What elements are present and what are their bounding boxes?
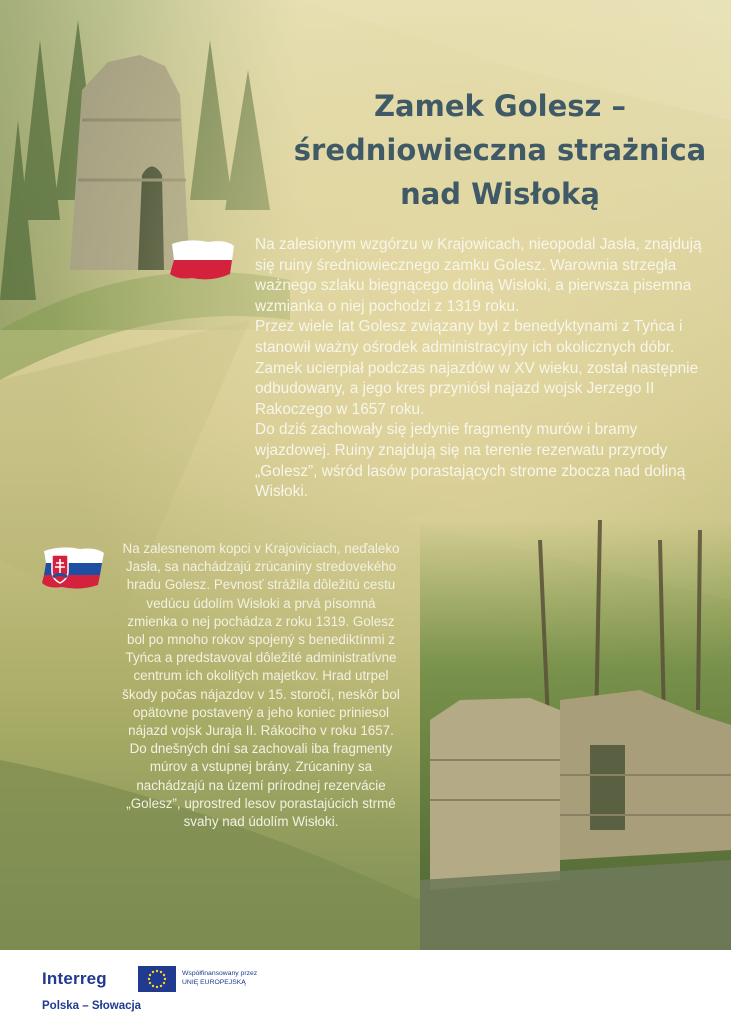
- slovak-description: Na zalesnenom kopci v Krajoviciach, neďaleko Jasła, sa nachádzajú zrúcaniny stredovekého hradu Golesz. Pevnosť strážila dôležitú cestu vedúcu údolím Wisłoki a prvá písomná zmienka o nej pochádza z roku 1319. Golesz bol po mnoho rokov spojený s benediktínmi z Tyńca a predstavoval dôležité administratívne centrum ich okolitých majetkov. Hrad utrpel škody počas nájazdov v 15. storočí, neskôr bol opätovne postavený a jeho koniec priniesol nájazd vojsk Juraja II. Rákociho v roku 1657. Do dnešných dní sa zachovali iba fragmenty múrov a vstupnej brány. Zrúcaniny sa nachádzajú na území prírodnej rezervácie „Golesz”, uprostred lesov porastajúcich strmé svahy nad údolím Wisłoki.: [122, 541, 400, 830]
- title-line-1: Zamek Golesz –: [374, 89, 626, 123]
- eu-line-2: UNIĘ EUROPEJSKĄ: [182, 979, 246, 986]
- interreg-logo: Interreg: [42, 969, 107, 988]
- eu-flag-icon: [138, 966, 176, 992]
- title-line-2: średniowieczna strażnica: [293, 133, 707, 167]
- page-title: [290, 84, 710, 216]
- flag-poland-icon: [168, 238, 236, 282]
- program-region: Polska – Słowacja: [42, 1000, 142, 1012]
- footer: [0, 950, 731, 1024]
- polish-paragraph: Do dziś zachowały się jedynie fragmenty murów i bramy wjazdowej. Ruiny znajdują się na terenie rezerwatu przyrody „Golesz”, wśród lasów porastających strome zbocza nad doliną Wisłoki.: [255, 421, 686, 501]
- eu-line-1: Współfinansowany przez: [182, 970, 258, 977]
- polish-description: [255, 235, 715, 503]
- flag-slovakia-icon: [40, 545, 106, 591]
- polish-paragraph: Na zalesionym wzgórzu w Krajowicach, nieopodal Jasła, znajdują się ruiny średniowiecznego zamku Golesz. Warownia strzegła ważnego szlaku biegnącego doliną Wisłoki, a pierwsza pisemna wzmianka o niej pochodzi z 1319 roku.: [255, 236, 702, 315]
- polish-paragraph: Przez wiele lat Golesz związany był z benedyktynami z Tyńca i stanowił ważny ośrodek administracyjny ich okolicznych dóbr. Zamek ucierpiał podczas najazdów w XV wieku, został następnie odbudowany, a jego kres przyniósł najazd wojsk Jerzego II Rakoczego w 1657 roku.: [255, 318, 699, 418]
- title-line-3: nad Wisłoką: [400, 177, 600, 211]
- eu-cofinancing-label: [182, 969, 257, 987]
